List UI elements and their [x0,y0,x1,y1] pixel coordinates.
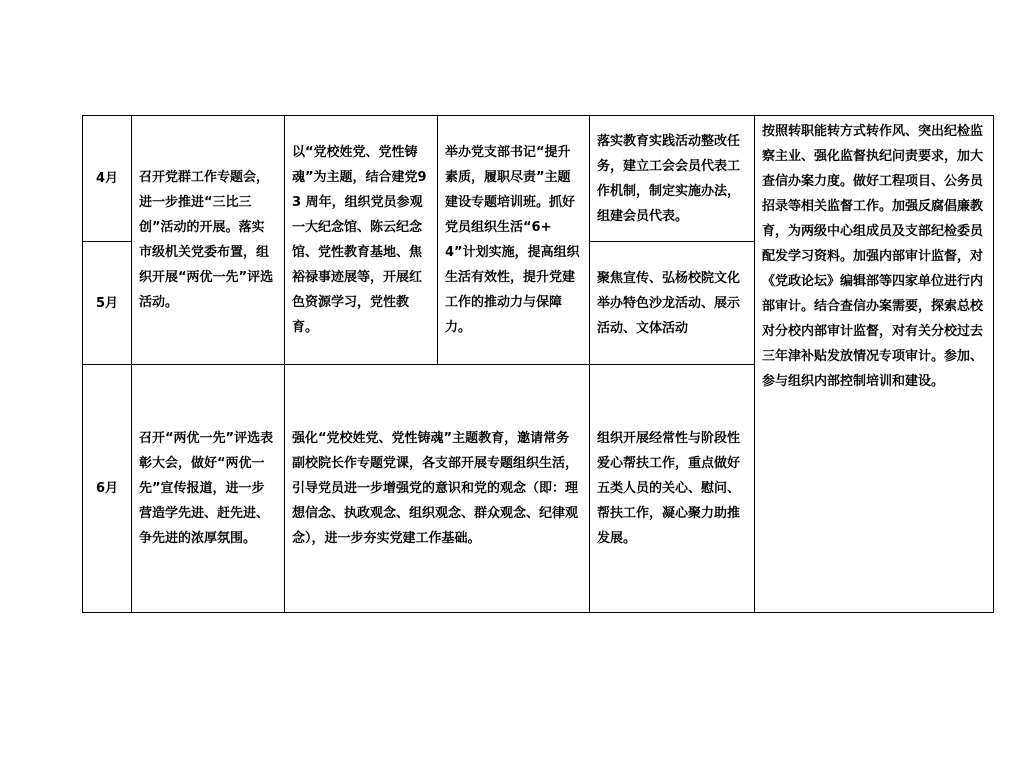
theme-education-cell: 以“党校姓党、党性铸魂”为主题，结合建党93 周年，组织党员参观一大纪念馆、陈云纪念馆、党性教育基地、焦裕禄事迹展等，开展红色资源学习，党性教育。 [285,116,438,365]
month-cell: 5月 [83,242,132,365]
union-work-cell: 聚焦宣传、弘杨校院文化举办特色沙龙活动、展示活动、文体活动 [590,242,755,365]
party-group-cell: 召开党群工作专题会，进一步推进“三比三创”活动的开展。落实市级机关党委布置，组织开展“两优一先”评选活动。 [132,116,285,365]
month-cell: 4月 [83,116,132,242]
union-work-cell: 落实教育实践活动整改任务，建立工会会员代表工作机制，制定实施办法，组建会员代表。 [590,116,755,242]
discipline-inspection-cell: 按照转职能转方式转作风、突出纪检监察主业、强化监督执纪问责要求，加大查信办案力度。做好工程项目、公务员招录等相关监督工作。加强反腐倡廉教育，为两级中心组成员及支部纪检委员配发学习资料。加强内部审计监督，对《党政论坛》编辑部等四家单位进行内部审计。结合查信办案需要，探索总校对分校内部审计监督，对有关分校过去三年津补贴发放情况专项审计。参加、参与组织内部控制培训和建设。 [755,116,994,613]
table-row [83,116,994,242]
party-group-cell: 召开“两优一先”评选表彰大会，做好“两优一先”宣传报道，进一步营造学先进、赶先进、争先进的浓厚氛围。 [132,365,285,613]
month-cell: 6月 [83,365,132,613]
work-plan-table [82,115,994,613]
union-work-cell: 组织开展经常性与阶段性爱心帮扶工作，重点做好五类人员的关心、慰问、帮扶工作，凝心聚力助推发展。 [590,365,755,613]
theme-education-cell: 强化“党校姓党、党性铸魂”主题教育，邀请常务副校院长作专题党课，各支部开展专题组织生活，引导党员进一步增强党的意识和党的观念（即：理想信念、执政观念、组织观念、群众观念、纪律观念），进一步夯实党建工作基础。 [285,365,590,613]
branch-building-cell: 举办党支部书记“提升素质，履职尽责”主题建设专题培训班。抓好党员组织生活“6+4”计划实施，提高组织生活有效性，提升党建工作的推动力与保障力。 [438,116,590,365]
